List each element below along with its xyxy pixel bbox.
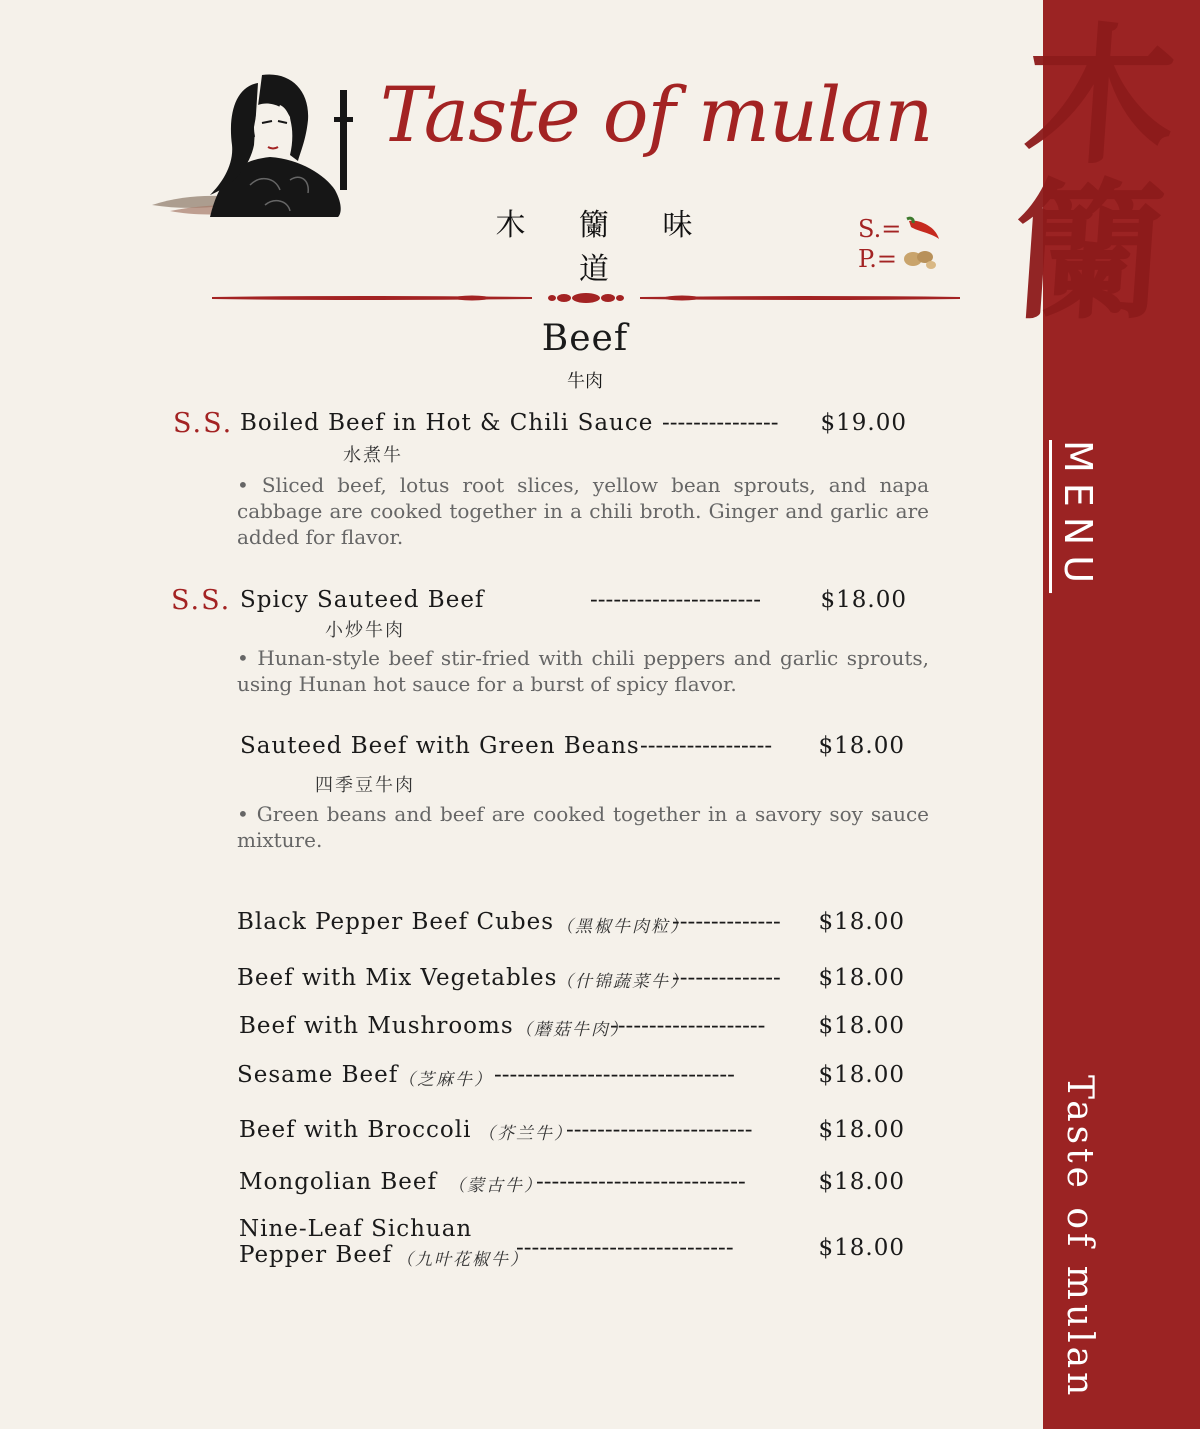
item-name: Sesame Beef — [237, 1062, 399, 1088]
leader-dashes: ------------------------------- — [494, 1062, 735, 1088]
legend-spicy-label: S.= — [858, 215, 902, 243]
leader-dashes: -------------- — [672, 909, 781, 935]
item-chinese-name: （什锦蔬菜牛） — [556, 972, 689, 992]
item-name: Mongolian Beef — [239, 1169, 437, 1195]
item-name: Beef with Broccoli — [239, 1117, 472, 1143]
spicy-marker: S.S. — [171, 585, 232, 616]
brand-vertical-title: Taste of mulan — [1059, 1075, 1100, 1400]
section-chinese: 牛肉 — [567, 371, 603, 392]
leader-dashes: ---------------------------- — [516, 1235, 734, 1261]
item-price: $18.00 — [818, 1169, 905, 1195]
spicy-marker: S.S. — [173, 408, 234, 439]
section-title: Beef — [541, 318, 629, 359]
item-chinese-name: （蘑菇牛肉） — [515, 1020, 629, 1040]
leader-dashes: ----------------- — [640, 733, 773, 759]
item-name: Beef with Mix Vegetables — [237, 965, 558, 991]
leader-dashes: -------------------- — [610, 1013, 766, 1039]
leader-dashes: ------------------------ — [566, 1117, 753, 1143]
item-price: $18.00 — [818, 1062, 905, 1088]
item-price: $19.00 — [820, 410, 907, 436]
legend-spicy — [858, 214, 958, 244]
item-chinese-name: 四季豆牛肉 — [315, 775, 415, 796]
peanut-icon — [901, 245, 939, 273]
legend-peanut — [858, 244, 958, 274]
item-price: $18.00 — [818, 909, 905, 935]
leader-dashes: --------------------------- — [536, 1169, 746, 1195]
item-chinese-name: 小炒牛肉 — [325, 620, 405, 641]
item-name: Sauteed Beef with Green Beans — [240, 733, 640, 759]
brush-calligraphy — [994, 9, 1196, 340]
item-price: $18.00 — [818, 1117, 905, 1143]
chili-pepper-icon — [905, 215, 943, 243]
item-price: $18.00 — [818, 1235, 905, 1261]
item-name-line-2: Pepper Beef — [239, 1242, 393, 1268]
brand-title: Taste of mulan — [380, 70, 933, 159]
item-name: Boiled Beef in Hot & Chili Sauce — [240, 410, 654, 436]
item-description: • Green beans and beef are cooked together in a savory soy sauce mixture. — [237, 802, 929, 852]
item-chinese-name: （黑椒牛肉粒） — [556, 917, 689, 937]
item-name: Black Pepper Beef Cubes — [237, 909, 555, 935]
item-description: • Sliced beef, lotus root slices, yellow bean sprouts, and napa cabbage are cooked together in a chili broth. Ginger and garlic are added for flavor. — [237, 473, 929, 549]
item-price: $18.00 — [820, 587, 907, 613]
item-chinese-name: （蒙古牛） — [448, 1176, 543, 1196]
calligraphy-char-2: 籣 — [1008, 164, 1171, 340]
menu-vertical-label: MENU — [1056, 440, 1100, 594]
leader-dashes: --------------- — [662, 410, 779, 436]
legend-peanut-label: P.= — [858, 245, 898, 273]
item-name-line-1: Nine-Leaf Sichuan — [239, 1216, 473, 1242]
item-chinese-name: （芥兰牛） — [478, 1124, 573, 1144]
item-description: • Hunan-style beef stir-fried with chili peppers and garlic sprouts, using Hunan hot sauce for a burst of spicy flavor. — [237, 646, 929, 696]
item-chinese-name: （九叶花椒牛） — [396, 1250, 529, 1270]
item-chinese-name: 水煮牛 — [343, 445, 403, 466]
item-price: $18.00 — [818, 1013, 905, 1039]
calligraphy-char-1: 木 — [1019, 9, 1182, 185]
spice-legend — [858, 214, 958, 274]
ornamental-divider — [212, 288, 960, 308]
mulan-logo-icon — [150, 65, 380, 225]
item-chinese-name: （芝麻牛） — [398, 1070, 493, 1090]
item-price: $18.00 — [818, 965, 905, 991]
item-name: Beef with Mushrooms — [239, 1013, 514, 1039]
leader-dashes: ---------------------- — [590, 587, 761, 613]
item-price: $18.00 — [818, 733, 905, 759]
item-name: Spicy Sauteed Beef — [240, 587, 485, 613]
brand-chinese-name: 木 籣 味 道 — [495, 208, 715, 287]
leader-dashes: -------------- — [672, 965, 781, 991]
